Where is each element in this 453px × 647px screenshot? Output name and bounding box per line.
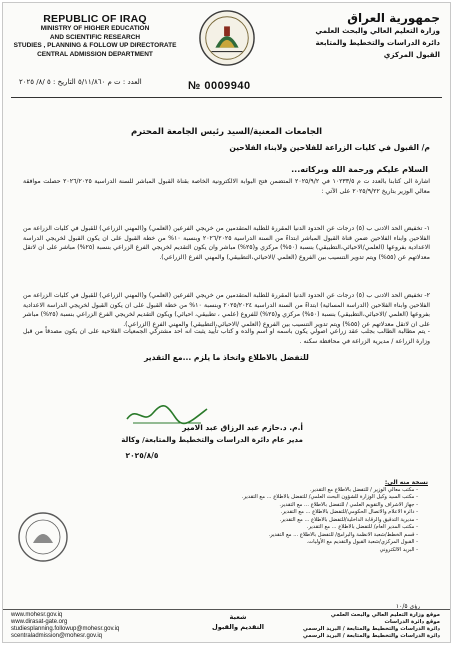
letterhead-department: CENTRAL ADMISSION DEPARTMENT [37,50,153,58]
list-item: - مكتب المدير العام/ للتفضل بالاطلاع ... مع التقدير. [188,524,418,532]
paragraph-intro: اشارة الى كتابنا بالعدد ت م ١٠٢٣٣/٥ في ٢٠٢٥/٩/٢ المتضمن فتح البوابة الالكترونية الخاصة بقناة القبول المباشر للسنة الدراسية ٢٠٢٦/٢٠٢٥ حصلت موافقة معالي الوزير بتاريخ ٢٠٢٥/٩/٢٢ على الآتي : [23,178,430,195]
serial-number [188,80,251,92]
letterhead-country: REPUBLIC OF IRAQ [43,13,147,25]
letterhead-directorate: STUDIES , PLANNING & FOLLOW UP DIRECTORATE [13,42,177,50]
footer-section-label-2: التقديم والقبول [211,623,265,631]
paragraph-point-2: ٢- تخفيض الحد الادنى ب (٥) درجات عن الحدود الدنيا المقررة للطلبة المتقدمين من خريجي الفرعين (العلمي) و(المهني الزراعي) للقبول في كليات الزراعة من الفلاحين وابناء الفلاحين (الدراسة المسائية) ابتداءً من السنة الدراسية ٢٠٢٥/٢٠٢٤ وبنسبة ١٠% من خطة القبول على ان يكون القبول لخريجي الدراسة الاعدادية بفروعها (العلمي /الاحيائي،التطبيقي) بنسبة (٥٠%) مركزي و(٢٥%) للفروع (علمي ، تطبيقي، احيائي) ويكون التقديم لخريجي الفرع الزراعي بنسبة (٢٥%) مباشر على ان لاتقل معدلاتهم عن (٥٥%) ويتم تدوير التنسيب بين الفروع (العلمي /الاحيائي،التطبيقي) والمهني الفرع (الزراعي). [23,292,431,329]
letterhead-ministry-2: AND SCIENTIFIC RESEARCH [49,33,141,41]
footer-description: دائرة الدراسات والتخطيط والمتابعة / البريد الرسمي [302,626,440,632]
official-stamp-icon [17,511,69,563]
letterhead-department-ar: القبول المركزي [383,50,440,59]
header-divider [11,97,442,98]
footer-section-name [208,612,268,632]
list-item: - مكتب السيد وكيل الوزارة للشؤون البحث العلمي/ للتفضل بالاطلاع ... مع التقدير. [188,494,418,502]
subject-line: م/ القبول في كليات الزراعة للفلاحين ولابناء الفلاحين [229,143,430,152]
footer-link[interactable]: scentraladmission@mohesr.gov.iq [11,633,103,639]
typist-reference: رؤى ١٠/٥ [395,603,420,610]
footer-link[interactable]: www.mohesr.gov.iq [11,612,63,618]
list-item: - مديرية التدقيق والرقابة الداخلية/للتفضل بالاطلاع ... مع التقدير. [188,517,418,525]
letter-page [2,2,451,643]
greeting-line: السلام عليكم ورحمة الله وبركاته... [291,165,428,174]
list-item: - البريد الالكتروني [188,547,418,555]
numero-sign: № [188,80,201,92]
list-item: - جهاز الاشراف والتقويم العلمي / للتفضل بالاطلاع ... مع التقدير. [188,502,418,510]
closing-line: للتفضل بالاطلاع واتخاذ ما يلزم ...مع التقدير [144,353,309,362]
list-item: - دائرة الاعلام والاتصال الحكومي/للتفضل بالاطلاع ... مع التقدير. [188,509,418,517]
english-letterhead [11,13,179,59]
signature-date: ٢٠٢٥/٨/٥ [125,451,159,460]
paragraph-point-1: ١- تخفيض الحد الادنى ب (٥) درجات عن الحدود الدنيا المقررة للطلبة المتقدمين من خريجي الفرعين (العلمي) و(المهني الزراعي) للقبول في كليات الزراعة من الفلاحين وابناء الفلاحين ضمن قناة القبول المباشر ابتداءً من السنة الدراسية ٢٠٢٦/٢٠٢٥ وبنسبة ١٠% من خطة القبول على ان يكون القبول لخريجي الدراسة الاعدادية بفروعها (العلمي/الاحيائي،التطبيقي) بنسبة (٥٠%) مركزي و(٢٥%) مباشر وان يكون التقديم لخريجي الفرع الزراعي بنسبة (٢٥%) مباشر على ان لاتقل معدلاتهم عن (٥٥%) ويتم تدوير التنسيب بين الفروع (العلمي /الاحيائي،التطبيقي) والمهني الفرع (الزراعي). [23,225,431,262]
signatory-name: أ.م. د.حازم عبد الرزاق عبد الامير [182,423,303,432]
footer-descriptions [303,612,440,640]
list-item: - القبول المركزي/شعبة القبول والتقديم مع الأوليات. [188,539,418,547]
footer-links [11,612,119,640]
copies-title: نسخة منه الى: [384,479,428,486]
ministry-emblem-icon [198,9,256,67]
signatory-title: مدير عام دائرة الدراسات والتخطيط والمتابعة/ وكالة [121,435,303,444]
page-footer [3,609,450,642]
footer-description: موقع وزارة التعليم العالي والبحث العلمي [330,612,440,618]
reference-and-date: العدد : ت م ٥/١١/٨٦٠ التاريخ : ٥ /٨/ ٢٠٢٥ [19,78,142,86]
letterhead-ministry: MINISTRY OF HIGHER EDUCATION [40,25,150,32]
recipient-line: الجامعات المعنية/السيد رئيس الجامعة المحترم [130,127,323,137]
serial-value: 0009940 [204,80,251,92]
footer-description: موقع دائرة الدراسات [384,619,440,625]
footer-link[interactable]: www.dirasat-gate.org [11,619,68,625]
letterhead-ministry-ar: وزارة التعليم العالي والبحث العلمي [315,26,440,35]
footer-link[interactable]: studiesplanning.followup@mohesr.gov.iq [11,626,120,632]
letterhead-country-ar: جمهورية العراق [347,11,440,25]
copies-list [188,479,428,554]
list-item: - مكتب معالي الوزير / للتفضل بالاطلاع مع التقدير. [188,487,418,495]
footer-description: دائرة الدراسات والتخطيط والمتابعة / البريد الرسمي [302,633,440,639]
footer-section-label: شعبة [229,613,247,621]
letterhead-directorate-ar: دائرة الدراسات والتخطيط والمتابعة [315,38,440,47]
paragraph-requirements: - يتم مطالبة الطالب بجلب عقد زراعي اصولي يكون باسمه او اسم والده و كتاب تأييد يثبت انه احد مشتركي الجمعيات الفلاحية على ان يكون مصدقاً من قبل وزارة الزراعة / مديرية الزراعة في محافظة سكنه . [23,328,430,345]
arabic-letterhead [282,11,440,61]
list-item: - قسم الخطط/شعبة الانظمة والبرامج/ للتفضل بالاطلاع ... مع التقدير. [188,532,418,540]
